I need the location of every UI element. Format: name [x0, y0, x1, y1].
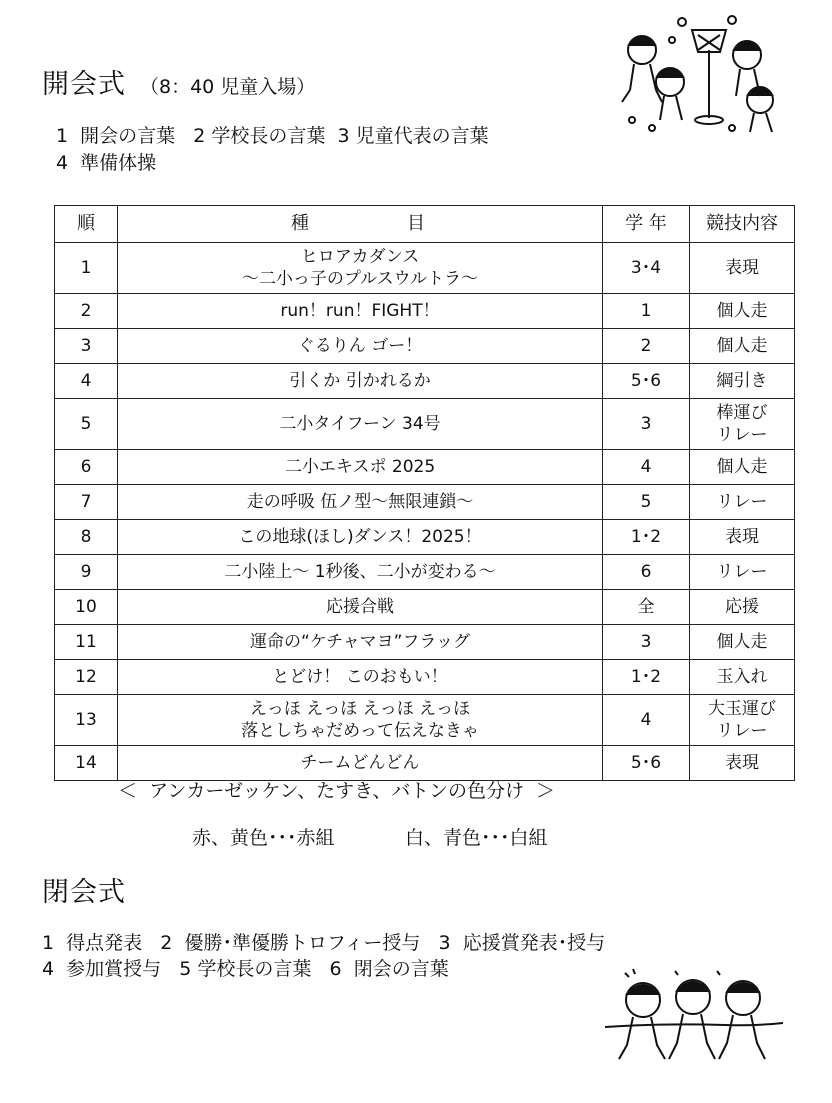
team-color-heading: ＜ アンカーゼッケン、たすき、バトンの色分け ＞ — [118, 780, 556, 802]
event-line: 応援合戦 — [326, 597, 394, 617]
header-grade: 学 年 — [603, 206, 690, 243]
event-line: 二小陸上～ 1秒後、二小が変わる～ — [224, 562, 496, 582]
row-grade: 5 — [603, 485, 690, 520]
row-number: 1 — [55, 243, 118, 294]
row-event — [118, 329, 603, 364]
table-row — [55, 364, 795, 399]
table-row — [55, 399, 795, 450]
type-line: リレー — [716, 562, 768, 582]
row-type — [690, 625, 795, 660]
table-row — [55, 590, 795, 625]
row-number: 8 — [55, 520, 118, 555]
table-header-row — [55, 206, 795, 243]
row-event — [118, 590, 603, 625]
row-number: 12 — [55, 660, 118, 695]
white-team-colors: 白、青色･･･白組 — [405, 827, 548, 849]
type-line: リレー — [716, 721, 768, 741]
row-event — [118, 364, 603, 399]
row-event — [118, 243, 603, 294]
row-event — [118, 695, 603, 746]
event-line: ～二小っ子のプルスウルトラ～ — [241, 269, 479, 289]
type-line: 個人走 — [716, 457, 768, 477]
row-type — [690, 243, 795, 294]
event-line: 落としちゃだめって伝えなきゃ — [241, 721, 479, 741]
program-table — [54, 205, 795, 781]
row-grade: 5･6 — [603, 364, 690, 399]
children-tug-of-war-illustration — [605, 965, 785, 1065]
opening-title-row — [42, 62, 315, 101]
table-row — [55, 485, 795, 520]
row-number: 11 — [55, 625, 118, 660]
row-number: 2 — [55, 294, 118, 329]
row-type — [690, 364, 795, 399]
opening-title: 開会式 — [42, 69, 126, 100]
row-number: 13 — [55, 695, 118, 746]
row-type — [690, 746, 795, 781]
row-grade: 5･6 — [603, 746, 690, 781]
table-row — [55, 520, 795, 555]
header-event: 種 目 — [118, 206, 603, 243]
row-type — [690, 590, 795, 625]
event-line: とどけ！ このおもい！ — [272, 667, 448, 687]
type-line: 個人走 — [716, 632, 768, 652]
row-grade: 全 — [603, 590, 690, 625]
table-row — [55, 695, 795, 746]
row-grade: 3･4 — [603, 243, 690, 294]
row-number: 7 — [55, 485, 118, 520]
row-grade: 4 — [603, 695, 690, 746]
type-line: 綱引き — [716, 371, 768, 391]
children-basket-toss-illustration — [612, 10, 782, 135]
red-team-colors: 赤、黄色･･･赤組 — [192, 827, 335, 849]
row-grade: 4 — [603, 450, 690, 485]
row-grade: 3 — [603, 625, 690, 660]
row-number: 3 — [55, 329, 118, 364]
table-row — [55, 555, 795, 590]
type-line: リレー — [716, 492, 768, 512]
closing-line-2: 4 参加賞授与 5 学校長の言葉 6 閉会の言葉 — [42, 958, 449, 980]
row-number: 14 — [55, 746, 118, 781]
row-number: 4 — [55, 364, 118, 399]
event-line: 引くか 引かれるか — [289, 371, 431, 391]
opening-time-note: （8：40 児童入場） — [140, 76, 316, 98]
type-line: 表現 — [725, 258, 759, 278]
type-line: 表現 — [725, 753, 759, 773]
table-row — [55, 660, 795, 695]
row-grade: 1･2 — [603, 520, 690, 555]
row-event — [118, 660, 603, 695]
row-grade: 3 — [603, 399, 690, 450]
row-grade: 1･2 — [603, 660, 690, 695]
row-type — [690, 660, 795, 695]
row-number: 6 — [55, 450, 118, 485]
opening-line-2: 4 準備体操 — [56, 152, 157, 174]
event-line: チームどんどん — [300, 753, 420, 773]
event-line: 二小タイフーン 34号 — [279, 414, 441, 434]
row-grade: 1 — [603, 294, 690, 329]
type-line: 個人走 — [716, 336, 768, 356]
table-row — [55, 329, 795, 364]
closing-line-1: 1 得点発表 2 優勝･準優勝トロフィー授与 3 応援賞発表･授与 — [42, 932, 606, 954]
event-line: run！run！FIGHT！ — [280, 301, 440, 321]
row-event — [118, 555, 603, 590]
type-line: 応援 — [725, 597, 759, 617]
table-row — [55, 450, 795, 485]
header-order: 順 — [55, 206, 118, 243]
header-type: 競技内容 — [690, 206, 795, 243]
event-line: えっほ えっほ えっほ えっほ — [249, 699, 471, 719]
row-number: 10 — [55, 590, 118, 625]
row-grade: 6 — [603, 555, 690, 590]
table-row — [55, 243, 795, 294]
row-type — [690, 695, 795, 746]
row-number: 5 — [55, 399, 118, 450]
row-event — [118, 294, 603, 329]
type-line: 玉入れ — [716, 667, 768, 687]
row-event — [118, 399, 603, 450]
row-event — [118, 450, 603, 485]
event-line: ヒロアカダンス — [300, 247, 420, 267]
table-row — [55, 294, 795, 329]
type-line: 大玉運び — [708, 699, 776, 719]
row-type — [690, 520, 795, 555]
row-type — [690, 329, 795, 364]
event-line: 二小エキスポ 2025 — [284, 457, 436, 477]
row-type — [690, 555, 795, 590]
type-line: 棒運び — [716, 403, 768, 423]
opening-line-1: 1 開会の言葉 2 学校長の言葉 3 児童代表の言葉 — [56, 125, 489, 147]
table-row — [55, 625, 795, 660]
closing-title: 閉会式 — [42, 877, 126, 908]
type-line: リレー — [716, 425, 768, 445]
type-line: 表現 — [725, 527, 759, 547]
row-event — [118, 520, 603, 555]
row-number: 9 — [55, 555, 118, 590]
row-type — [690, 294, 795, 329]
event-line: この地球(ほし)ダンス！2025！ — [238, 527, 482, 547]
row-grade: 2 — [603, 329, 690, 364]
row-event — [118, 625, 603, 660]
event-line: ぐるりん ゴー！ — [297, 336, 423, 356]
event-line: 走の呼吸 伍ノ型～無限連鎖～ — [246, 492, 474, 512]
type-line: 個人走 — [716, 301, 768, 321]
row-type — [690, 399, 795, 450]
row-event — [118, 485, 603, 520]
row-type — [690, 485, 795, 520]
event-line: 運命の“ケチャマヨ”フラッグ — [249, 632, 471, 652]
row-type — [690, 450, 795, 485]
